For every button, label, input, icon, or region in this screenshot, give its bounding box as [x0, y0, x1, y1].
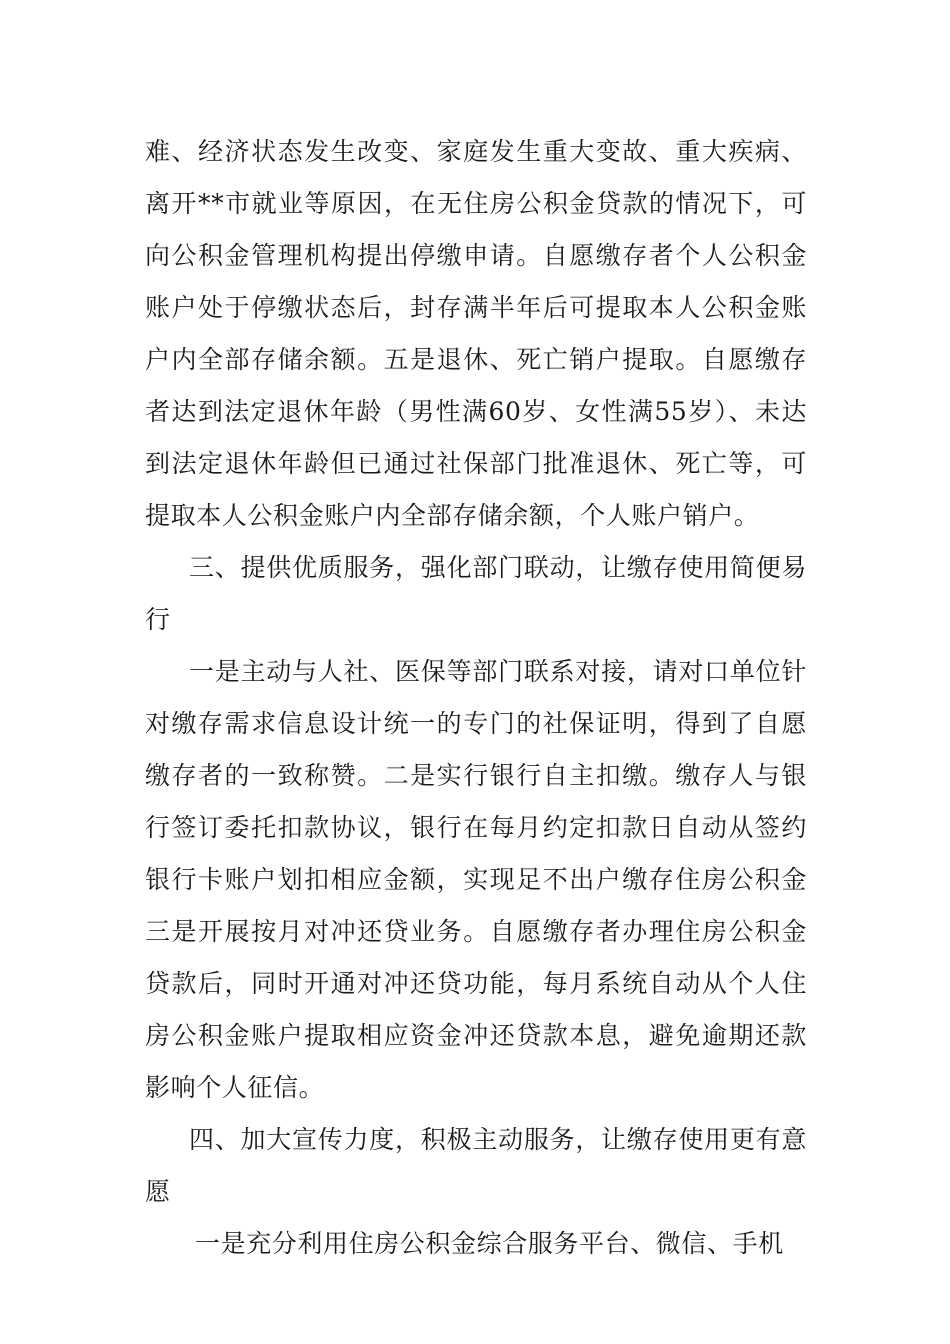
section-heading-3: 三、提供优质服务，强化部门联动，让缴存使用简便易行	[145, 553, 807, 634]
section-heading-4: 四、加大宣传力度，积极主动服务，让缴存使用更有意愿	[145, 1125, 807, 1206]
paragraph-continued-withdrawal-rules: 难、经济状态发生改变、家庭发生重大变故、重大疾病、离开**市就业等原因，在无住房公积金贷款的情况下，可向公积金管理机构提出停缴申请。自愿缴存者个人公积金账户处于停缴状态后，封存满半年后可提取本人公积金账户内全部存储余额。五是退休、死亡销户提取。自愿缴存者达到法定退休年龄（男性满60岁、女性满55岁）、未达到法定退休年龄但已通过社保部门批准退休、死亡等，可提取本人公积金账户内全部存储余额，个人账户销户。	[145, 137, 807, 530]
paragraph-publicity-measures: 一是充分利用住房公积金综合服务平台、微信、手机	[195, 1229, 784, 1258]
paragraph-service-measures: 一是主动与人社、医保等部门联系对接，请对口单位针对缴存需求信息设计统一的专门的社保证明，得到了自愿缴存者的一致称赞。二是实行银行自主扣缴。缴存人与银行签订委托扣款协议，银行在每月约定扣款日自动从签约银行卡账户划扣相应金额，实现足不出户缴存住房公积金三是开展按月对冲还贷业务。自愿缴存者办理住房公积金贷款后，同时开通对冲还贷功能，每月系统自动从个人住房公积金账户提取相应资金冲还贷款本息，避免逾期还款影响个人征信。	[145, 657, 807, 1102]
document-body	[145, 126, 807, 1270]
